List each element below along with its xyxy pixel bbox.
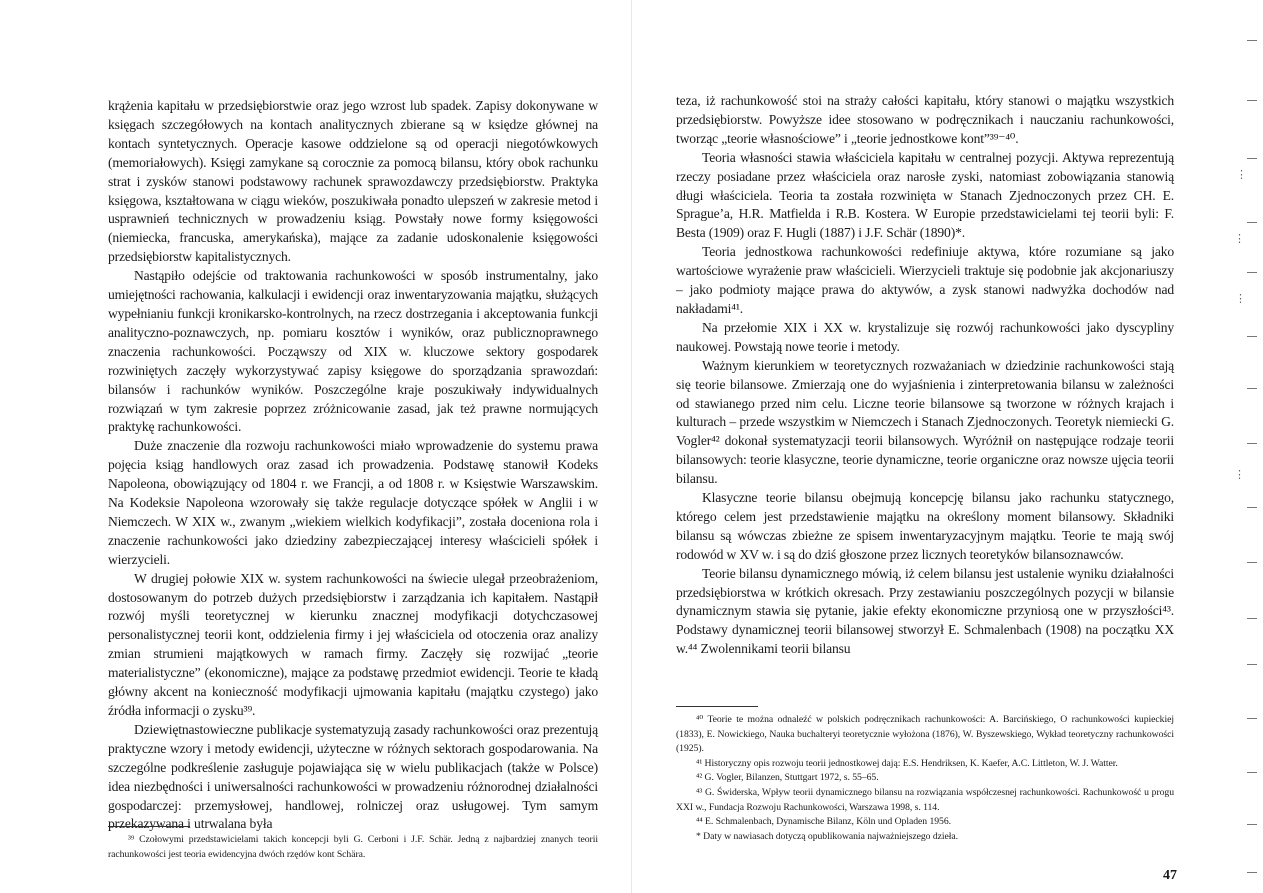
paragraph: Klasyczne teorie bilansu obejmują koncepcję bilansu jako rachunku statycznego, którego celem jest przedstawienie majątku na określony moment bilansowy. Składniki bilansu są wówczas zbieżne ze spisem inwentaryzacyjnym majątku. Teorie te mają swój rodowód w XV w. i są do dziś głoszone przez licznych teoretyków bilansoznawców. [676, 490, 1174, 562]
edge-mark [1247, 718, 1257, 719]
edge-speck: ⋮ [1234, 469, 1245, 481]
edge-mark [1247, 388, 1257, 389]
footnote: ⁴³ G. Świderska, Wpływ teorii dynamicznego bilansu na rozwiązania współczesnej rachunkowości. Rachunkowość u progu XXI w., Fundacja Rozwoju Rachunkowości, Warszawa 1998, s. 114. [676, 786, 1174, 813]
edge-mark [1247, 222, 1257, 223]
footnote: ³⁹ Czołowymi przedstawicielami takich koncepcji byli G. Cerboni i J.F. Schär. Jedną z najbardziej znanych teorii rachunkowości jest teoria ewidencyjna dwóch rzędów kont Schära. [108, 834, 598, 860]
footnote: * Daty w nawiasach dotyczą opublikowania najważniejszego dzieła. [696, 830, 959, 842]
paragraph: Teorie bilansu dynamicznego mówią, iż celem bilansu jest ustalenie wyniku działalności przedsiębiorstwa w krótkich okresach. Przy zestawianiu poszczególnych pozycji w bilansie dynamicznym stawia się pytanie, jakie efekty ekonomiczne przyniosą one w przyszłości⁴³. Podstawy dynamicznej teorii bilansowej stworzył E. Schmalenbach (1908) na początku XX w.⁴⁴ Zwolennikami teorii bilansu [676, 565, 1174, 657]
paragraph: krążenia kapitału w przedsiębiorstwie oraz jego wzrost lub spadek. Zapisy dokonywane w księgach szczegółowych na kontach analitycznych zbierane są w księdze głównej na kontach syntetycznych. Operacje kasowe oddzielone są od operacji niegotówkowych (memoriałowych). Księgi zamykane są corocznie za pomocą bilansu, który obok rachunku strat i zysków stanowi podstawowy rachunek sprawozdawczy przedsiębiorstw. Praktyka księgowa, kształtowana w ciągu wieków, poszukiwała ponadto ulepszeń w zakresie metod i usprawnień technicznych w prowadzeniu ksiąg. Powstały nowe formy księgowości (niemiecka, francuska, amerykańska), mające za zadanie udoskonalenie księgowości przedsiębiorstw kapitalistycznych. [108, 98, 598, 265]
edge-mark [1247, 824, 1257, 825]
edge-mark [1247, 443, 1257, 444]
edge-mark [1247, 336, 1257, 337]
paragraph: Teoria własności stawia właściciela kapitału w centralnej pozycji. Aktywa reprezentują rzeczy posiadane przez właściciela oraz narosłe zyski, natomiast zobowiązania stanowią długi właściciela. Teoria ta została rozwinięta w Stanach Zjednoczonych przez CH. E. Sprague’a, H.R. Matfielda i R.B. Kostera. W Europie przedstawicielami tej teorii byli: F. Besta (1909) oraz F. Hugli (1887) i J.F. Schär (1890)*. [676, 149, 1174, 241]
scan-edge-artifacts [1229, 0, 1257, 893]
footnote: ⁴² G. Vogler, Bilanzen, Stuttgart 1972, s. 55–65. [696, 772, 879, 784]
right-footnotes [676, 706, 1174, 844]
footnote-rule [676, 706, 758, 707]
edge-mark [1247, 507, 1257, 508]
paragraph: Na przełomie XIX i XX w. krystalizuje się rozwój rachunkowości jako dyscypliny naukowej. Powstają nowe teorie i metody. [676, 319, 1174, 354]
paragraph: Nastąpiło odejście od traktowania rachunkowości w sposób instrumentalny, jako umiejętności rachowania, kalkulacji i ewidencji oraz inwentaryzowania majątku, służących wypełnianiu funkcji kronikarsko-kontrolnych, na rzecz dostrzegania i akceptowania funkcji analityczno-poznawczych, np. pomiaru kosztów i wyników, oraz publicznoprawnego znaczenia rachunkowości. Począwszy od XIX w. kluczowe sektory gospodarek rozwiniętych zaczęły wykorzystywać zapisy księgowe do sporządzania sprawozdań: bilansów i rachunków wyników. Poszczególne kraje poszukiwały indywidualnych rozwiązań w tym zakresie poprzez zróżnicowanie zasad, jak też prawne normujących praktykę rachunkowości. [108, 268, 598, 435]
footnote-rule [108, 826, 190, 827]
edge-speck: ⋮ [1235, 293, 1246, 305]
edge-mark [1247, 158, 1257, 159]
edge-mark [1247, 40, 1257, 41]
edge-speck: ⋮ [1236, 169, 1247, 181]
paragraph: teza, iż rachunkowość stoi na straży całości kapitału, który stanowi o majątku wszystkich przedsiębiorstw. Powyższe idee stosowano w podręcznikach i nauczaniu rachunkowości, tworząc „teorie własnościowe” i „teorie jednostkowe kont”³⁹⁻⁴⁰. [676, 93, 1174, 146]
left-footnotes [108, 826, 598, 862]
paragraph: Teoria jednostkowa rachunkowości redefiniuje aktywa, które rozumiane są jako wartościowe wyrażenie praw właścicieli. Wierzycieli traktuje się podobnie jak akcjonariuszy – jako podmioty mające prawa do aktywów, a zysk stanowi nadwyżka dochodów nad nakładami⁴¹. [676, 244, 1174, 316]
footnote: ⁴⁴ E. Schmalenbach, Dynamische Bilanz, Köln und Opladen 1956. [696, 816, 951, 828]
left-body-text [108, 97, 598, 834]
edge-mark [1247, 100, 1257, 101]
paragraph: Duże znaczenie dla rozwoju rachunkowości miało wprowadzenie do systemu prawa pojęcia ksiąg handlowych oraz zasad ich prowadzenia. Podstawę stanowił Kodeks Napoleona, obowiązujący od 1804 r. we Francji, a od 1808 r. w Księstwie Warszawskim. Na Kodeksie Napoleona wzorowały się także regulacje dotyczące spółek w Anglii i w Niemczech. W XIX w., zwanym „wiekiem wielkich kodyfikacji”, została doceniona rola i znaczenie rachunkowości jako dziedziny zabezpieczającej interesy właścicieli spółek i wierzycieli. [108, 438, 598, 567]
paragraph: W drugiej połowie XIX w. system rachunkowości na świecie ulegał przeobrażeniom, dostosowanym do potrzeb dużych przedsiębiorstw i zarządzania ich kapitałem. Nastąpił rozwój myśli teoretycznej w kierunku znacznej modyfikacji dotychczasowej personalistycznej teorii kont, oddzielenia firmy i jej właściciela od otoczenia oraz analizy zmian strumieni majątkowych w ramach firmy. Zaczęły się rozwijać „teorie materialistyczne” (ekonomiczne), mające za podstawę przedmiot ewidencji. Teorie te kładą główny akcent na konieczność modyfikacji ujmowania kapitału (majątku czystego) jako źródła informacji o zysku³⁹. [108, 570, 598, 718]
edge-mark [1247, 272, 1257, 273]
right-page [632, 0, 1263, 893]
paragraph: Dziewiętnastowieczne publikacje systematyzują zasady rachunkowości oraz prezentują praktyczne wzory i metody ewidencji, użyteczne w różnych sektorach gospodarowania. Na szczególne podkreślenie zasługuje pojawiająca się w wielu publikacjach (także w Polsce) idea niezbędności i uniwersalności rachunkowości w prowadzeniu różnorodnej działalności gospodarczej: przemysłowej, handlowej, rolniczej oraz usługowej. Tym samym przekazywana i utrwalana była [108, 721, 598, 832]
right-body-text [676, 92, 1174, 659]
edge-mark [1247, 618, 1257, 619]
page-number: 47 [1163, 868, 1177, 883]
footnote: ⁴⁰ Teorie te można odnaleźć w polskich podręcznikach rachunkowości: A. Barcińskiego, O rachunkowości kupieckiej (1833), E. Nowickiego, Nauka buchalteryi teoretycznie wyłożona (1876), W. Byszewskiego, Wykład teoretyczny rachunkowości (1925). [676, 714, 1174, 755]
edge-mark [1247, 872, 1257, 873]
edge-mark [1247, 772, 1257, 773]
paragraph: Ważnym kierunkiem w teoretycznych rozważaniach w dziedzinie rachunkowości stają się teorie bilansowe. Zmierzają one do wyjaśnienia i zinterpretowania bilansu w zależności od stawianego przed nim celu. Liczne teorie bilansowe są tworzone w różnych krajach i kulturach – przede wszystkim w Niemczech i Stanach Zjednoczonych. Teoretyk niemiecki G. Vogler⁴² dokonał systematyzacji teorii bilansowych. Wyróżnił on następujące rodzaje teorii bilansowych: teorie klasyczne, teorie dynamiczne, teorie organiczne oraz nowsze ujęcia teorii bilansu. [676, 357, 1174, 487]
edge-speck: ⋮ [1234, 233, 1245, 245]
edge-mark [1247, 664, 1257, 665]
edge-mark [1247, 562, 1257, 563]
footnote: ⁴¹ Historyczny opis rozwoju teorii jednostkowej dają: E.S. Hendriksen, K. Kaefer, A.C. Littleton, W. J. Watter. [696, 757, 1118, 769]
